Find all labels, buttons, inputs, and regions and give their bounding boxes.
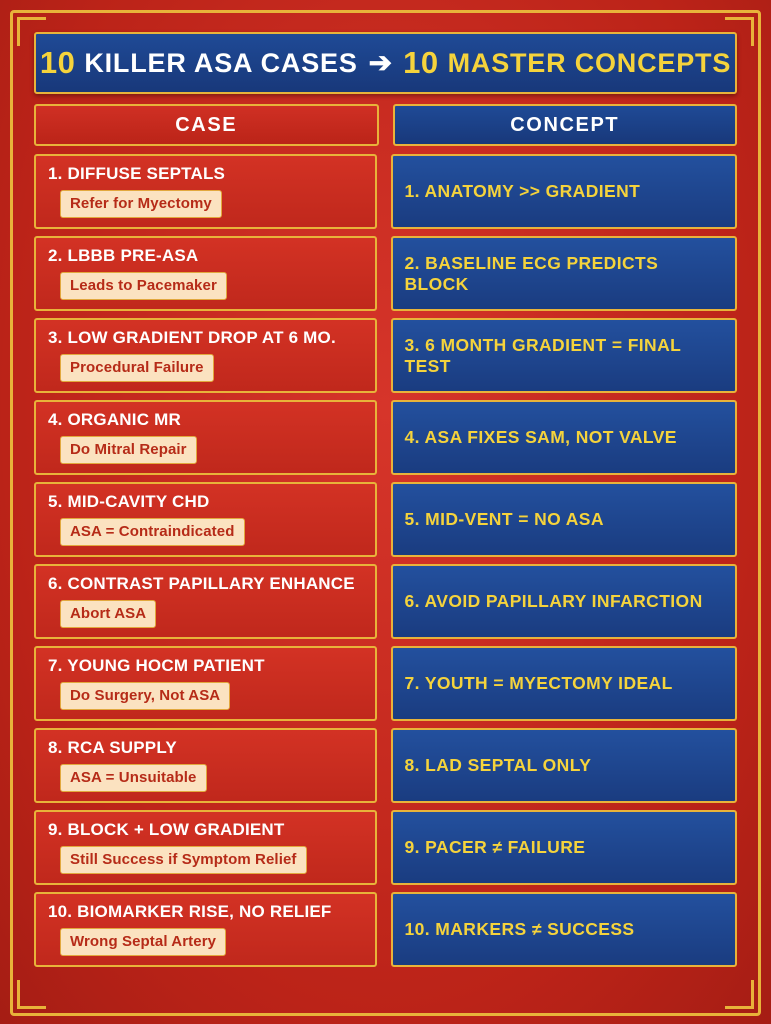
case-action-chip: Procedural Failure [60, 354, 214, 382]
concept-cell [391, 154, 738, 229]
concept-text: 8. LAD SEPTAL ONLY [404, 755, 592, 776]
corner-ornament-bottom-right [725, 980, 754, 1009]
concept-cell [391, 564, 738, 639]
concept-cell [391, 318, 738, 393]
concept-text: 10. MARKERS ≠ SUCCESS [404, 919, 635, 940]
case-action-chip: Leads to Pacemaker [60, 272, 227, 300]
corner-ornament-bottom-left [17, 980, 46, 1009]
case-action-chip: Do Mitral Repair [60, 436, 197, 464]
poster-content [14, 14, 757, 982]
concept-cell [391, 236, 738, 311]
table-row [34, 892, 737, 967]
case-title: 10. BIOMARKER RISE, NO RELIEF [48, 902, 332, 921]
concept-text: 2. BASELINE ECG PREDICTS BLOCK [404, 253, 659, 294]
case-cell [34, 400, 377, 475]
case-title: 6. CONTRAST PAPILLARY ENHANCE [48, 574, 355, 593]
concept-text: 5. MID-VENT = NO ASA [404, 509, 604, 530]
case-title: 3. LOW GRADIENT DROP AT 6 MO. [48, 328, 336, 347]
case-title: 8. RCA SUPPLY [48, 738, 177, 757]
case-cell [34, 810, 377, 885]
case-title: 5. MID-CAVITY CHD [48, 492, 210, 511]
case-cell [34, 154, 377, 229]
header-case: CASE [34, 104, 379, 146]
concept-text: 6. AVOID PAPILLARY INFARCTION [404, 591, 703, 612]
case-action-chip: Refer for Myectomy [60, 190, 222, 218]
concept-text: 9. PACER ≠ FAILURE [404, 837, 586, 858]
table-row [34, 646, 737, 721]
concept-cell [391, 728, 738, 803]
header-concept: CONCEPT [393, 104, 738, 146]
column-headers [34, 104, 737, 146]
case-action-chip: Abort ASA [60, 600, 156, 628]
case-cell [34, 318, 377, 393]
case-title: 2. LBBB PRE-ASA [48, 246, 199, 265]
table-row [34, 564, 737, 639]
table-row [34, 728, 737, 803]
arrow-right-icon: ➔ [368, 47, 393, 78]
table-row [34, 810, 737, 885]
poster-title-bar [34, 32, 737, 94]
case-cell [34, 236, 377, 311]
case-action-chip: Wrong Septal Artery [60, 928, 226, 956]
concept-text: 4. ASA FIXES SAM, NOT VALVE [404, 427, 677, 448]
case-cell [34, 728, 377, 803]
case-cell [34, 646, 377, 721]
case-title: 9. BLOCK + LOW GRADIENT [48, 820, 285, 839]
case-action-chip: ASA = Unsuitable [60, 764, 207, 792]
concept-text: 7. YOUTH = MYECTOMY IDEAL [404, 673, 673, 694]
case-title: 4. ORGANIC MR [48, 410, 181, 429]
case-cell [34, 564, 377, 639]
concept-cell [391, 646, 738, 721]
case-action-chip: Still Success if Symptom Relief [60, 846, 307, 874]
title-number-concepts: 10 [403, 45, 439, 80]
table-row [34, 154, 737, 229]
case-action-chip: Do Surgery, Not ASA [60, 682, 230, 710]
concept-cell [391, 400, 738, 475]
concept-text: 1. ANATOMY >> GRADIENT [404, 181, 641, 202]
rows-container [34, 154, 737, 967]
case-title: 1. DIFFUSE SEPTALS [48, 164, 226, 183]
table-row [34, 400, 737, 475]
title-text-concepts: MASTER CONCEPTS [447, 47, 732, 78]
case-title: 7. YOUNG HOCM PATIENT [48, 656, 265, 675]
table-row [34, 318, 737, 393]
case-cell [34, 892, 377, 967]
concept-cell [391, 810, 738, 885]
concept-cell [391, 482, 738, 557]
poster-title [40, 45, 731, 81]
concept-text: 3. 6 MONTH GRADIENT = FINAL TEST [404, 335, 681, 376]
case-cell [34, 482, 377, 557]
case-action-chip: ASA = Contraindicated [60, 518, 245, 546]
concept-cell [391, 892, 738, 967]
title-text-cases: KILLER ASA CASES [84, 47, 358, 78]
table-row [34, 236, 737, 311]
table-row [34, 482, 737, 557]
title-number-cases: 10 [39, 45, 76, 80]
